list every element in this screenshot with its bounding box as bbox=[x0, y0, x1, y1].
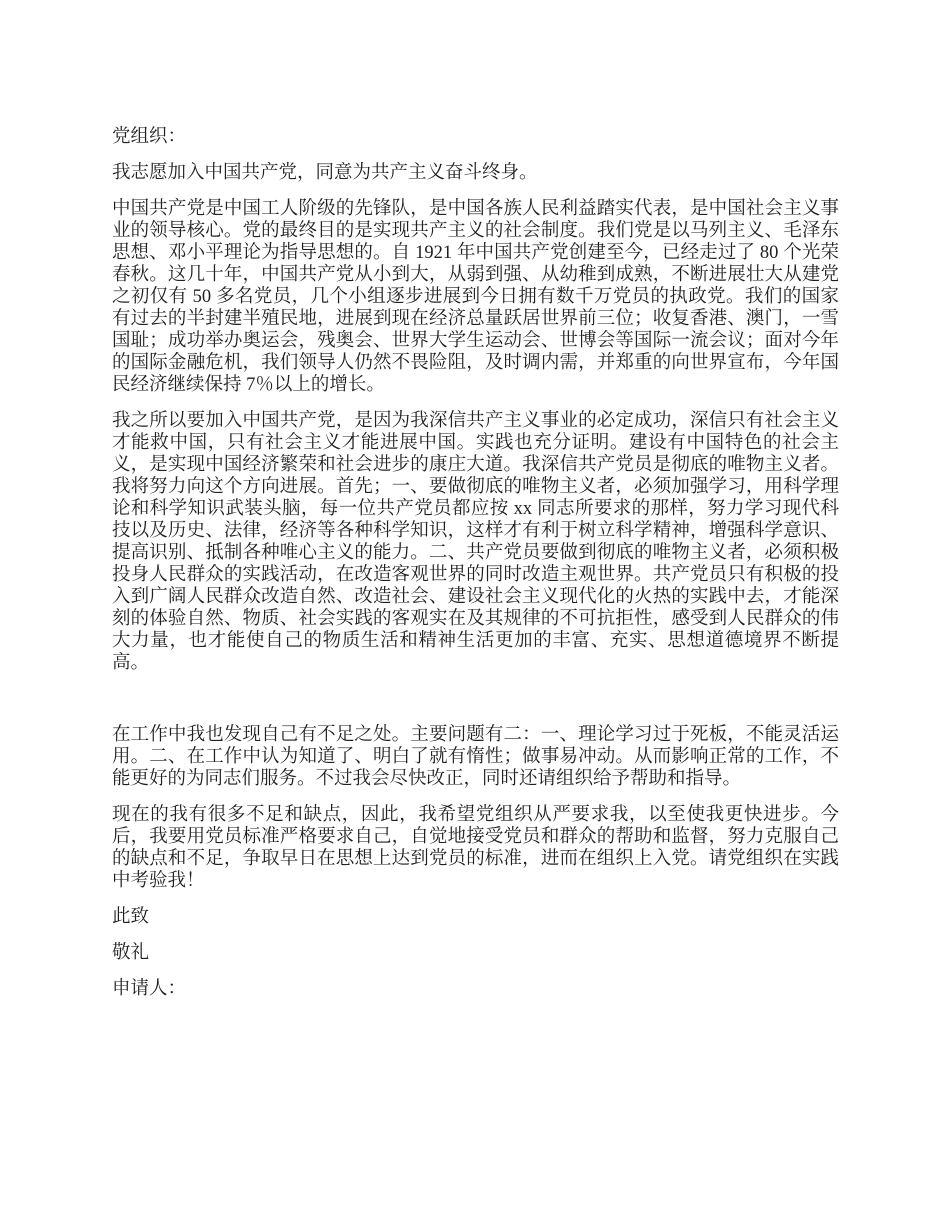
closing-cizhi-line: 此致 bbox=[112, 907, 150, 927]
empty-line bbox=[112, 688, 839, 710]
salutation-line: 党组织： bbox=[112, 127, 187, 147]
party-history-paragraph: 中国共产党是中国工人阶级的先锋队，是中国各族人民利益踏实代表，是中国社会主义事业的领导核心。党的最终目的是实现共产主义的社会制度。我们党是以马列主义、毛泽东思想、邓小平理论为指导思想的。自 1921 年中国共产党创建至今，已经走过了 80 个光荣春秋。这几十年，中国共产党从小到大，从弱到强、从幼稚到成熟，不断进展壮大从建党之初仅有 50 多名党员，几个小组逐步进展到今日拥有数千万党员的执政党。我们的国家有过去的半封建半殖民地，进展到现在经济总量跃居世界前三位；收复香港、澳门，一雪国耻；成功举办奥运会，残奥会、世界大学生运动会、世博会等国际一流会议；面对今年的国际金融危机，我们领导人仍然不畏险阻，及时调内需，并郑重的向世界宣布，今年国民经济继续保持 7％以上的增长。 bbox=[112, 199, 839, 395]
applicant-line: 申请人： bbox=[112, 979, 187, 999]
closing-jingli-line: 敬礼 bbox=[112, 943, 150, 963]
shortcomings-paragraph: 在工作中我也发现自己有不足之处。主要问题有二：一、理论学习过于死板，不能灵活运用。二、在工作中认为知道了、明白了就有惰性；做事易冲动。从而影响正常的工作，不能更好的为同志们服务。不过我会尽快改正，同时还请组织给予帮助和指导。 bbox=[112, 725, 839, 789]
opening-statement: 我志愿加入中国共产党，同意为共产主义奋斗终身。 bbox=[112, 163, 538, 183]
document-body bbox=[112, 126, 839, 1014]
commitment-paragraph: 现在的我有很多不足和缺点，因此，我希望党组织从严要求我，以至使我更快进步。今后，我要用党员标准严格要求自己，自觉地接受党员和群众的帮助和监督，努力克服自己的缺点和不足，争取早日在思想上达到党员的标准，进而在组织上入党。请党组织在实践中考验我！ bbox=[112, 805, 839, 891]
motivation-paragraph: 我之所以要加入中国共产党，是因为我深信共产主义事业的必定成功，深信只有社会主义才能救中国，只有社会主义才能进展中国。实践也充分证明。建设有中国特色的社会主义，是实现中国经济繁荣和社会进步的康庄大道。我深信共产党员是彻底的唯物主义者。我将努力向这个方向进展。首先；一、要做彻底的唯物主义者，必须加强学习，用科学理论和科学知识武装头脑，每一位共产党员都应按 xx 同志所要求的那样，努力学习现代科技以及历史、法律，经济等各种科学知识，这样才有利于树立科学精神，增强科学意识、提高识别、抵制各种唯心主义的能力。二、共产党员要做到彻底的唯物主义者，必须积极投身人民群众的实践活动，在改造客观世界的同时改造主观世界。共产党员只有积极的投入到广阔人民群众改造自然、改造社会、建设社会主义现代化的火热的实践中去，才能深刻的体验自然、物质、社会实践的客观实在及其规律的不可抗拒性，感受到人民群众的伟大力量，也才能使自己的物质生活和精神生活更加的丰富、充实、思想道德境界不断提高。 bbox=[112, 411, 839, 673]
